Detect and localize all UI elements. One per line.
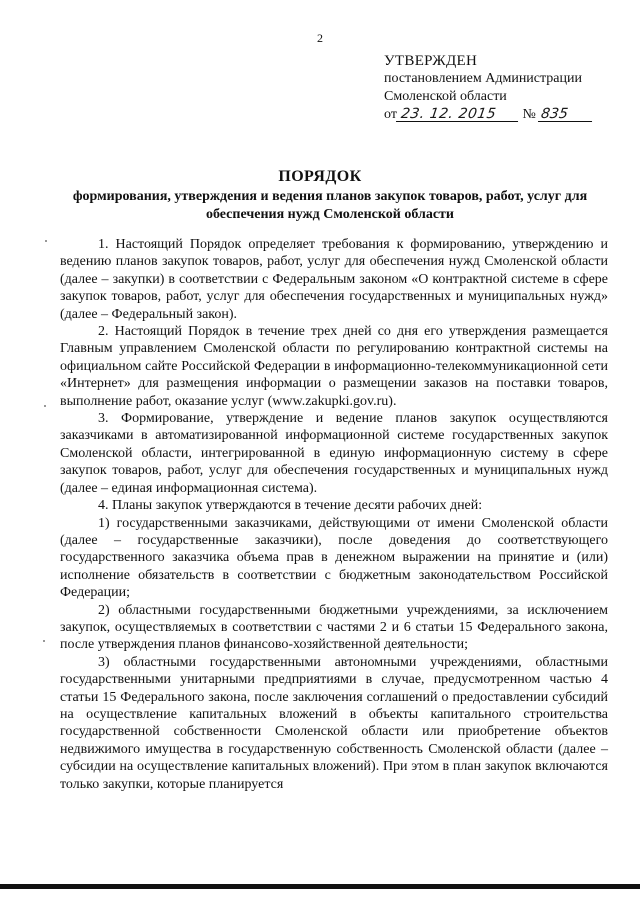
handwritten-number: 835 [538,107,594,122]
document-body [60,236,608,793]
paragraph-2: 2. Настоящий Порядок в течение трех дней со дня его утверждения размещается Главным управлением Смоленской области по регулированию контрактной системы на официальном сайте Российской Федерации в информационно-телекоммуникационной сети «Интернет» для размещения информации о размещении заказов на поставки товаров, выполнение работ, оказание услуг (www.zakupki.gov.ru). [60,324,608,409]
paragraph-4-item-1: 1) государственными заказчиками, действующими от имени Смоленской области (далее – государственные заказчики), после доведения до соответствующего государственного заказчика объема прав в денежном выражении на принятие и (или) исполнение обязательств в соответствии с бюджетным законодательством Российской Федерации; [60,515,608,601]
scan-bottom-edge [0,884,640,889]
approval-stamp [384,52,624,124]
handwritten-date: 23. 12. 2015 [396,107,520,122]
scan-speck [44,405,46,407]
approval-date-line [384,106,624,124]
paragraph-4: 4. Планы закупок утверждаются в течение десяти рабочих дней: [98,498,483,514]
number-prefix: № [522,107,536,122]
paragraph-3: 3. Формирование, утверждение и ведение планов закупок осуществляются заказчиками в автоматизированной информационной системе государственных закупок Смоленской области, интегрированной в единую информационную систему в сфере закупок товаров, работ, услуг для обеспечения государственных и муниципальных нужд (далее – единая информационная система). [60,411,608,496]
scan-speck [45,240,47,242]
document-subtitle: формирования, утверждения и ведения планов закупок товаров, работ, услуг для обеспечения нужд Смоленской области [72,189,588,222]
paragraph-4-item-3: 3) областными государственными автономными учреждениями, областными государственными унитарными предприятиями в случае, предусмотренном частью 4 статьи 15 Федерального закона, после заключения соглашений о предоставлении субсидий на осуществление капитальных вложений в объекты капитального строительства государственной собственности Смоленской области или приобретение объектов недвижимого имущества в государственную собственность Смоленской области (далее – субсидии на осуществление капитальных вложений). При этом в план закупок включаются только закупки, которые планируется [60,654,608,792]
approval-line-1: постановлением Администрации [384,71,582,86]
document-title: ПОРЯДОК [278,168,362,185]
approval-title: УТВЕРЖДЕН [384,53,478,69]
paragraph-4-item-2: 2) областными государственными бюджетными учреждениями, за исключением закупок, осуществляемых в соответствии с частями 2 и 6 статьи 15 Федерального закона, после утверждения планов финансово-хозяйственной деятельности; [60,602,608,653]
paragraph-1: 1. Настоящий Порядок определяет требования к формированию, утверждению и ведению планов закупок товаров, работ, услуг для обеспечения нужд Смоленской области (далее – закупки) в соответствии с Федеральным законом «О контрактной системе в сфере закупок товаров, работ, услуг для обеспечения государственных и муниципальных нужд» (далее – Федеральный закон). [60,237,608,322]
approval-line-2: Смоленской области [384,89,507,104]
scan-speck [43,640,45,642]
date-prefix: от [384,107,397,122]
page-number: 2 [317,31,323,45]
